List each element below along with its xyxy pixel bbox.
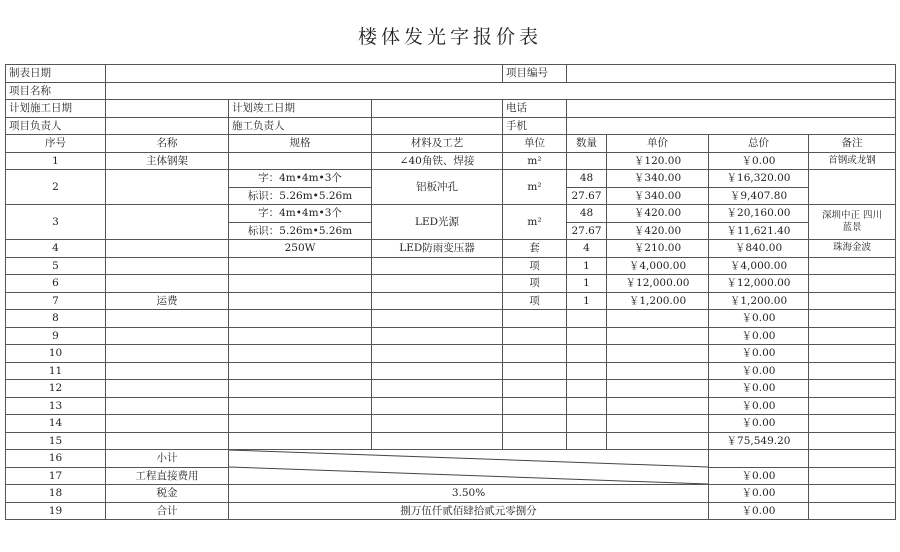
row-unit-price[interactable] <box>607 327 709 345</box>
row-total[interactable]: ￥20,160.00 <box>709 205 809 223</box>
grand-total-value[interactable]: ￥0.00 <box>709 502 809 520</box>
header-note: 备注 <box>809 135 896 153</box>
header-qty: 数量 <box>567 135 607 153</box>
row-spec[interactable] <box>229 152 372 170</box>
table-row <box>6 257 896 275</box>
table-row <box>6 415 896 433</box>
meta-row-dates <box>6 100 896 118</box>
row-unit[interactable]: 套 <box>503 240 567 258</box>
row-qty[interactable]: 1 <box>567 292 607 310</box>
row-note[interactable] <box>809 362 896 380</box>
manager-value[interactable] <box>106 117 229 135</box>
table-row <box>6 432 896 450</box>
row-spec[interactable] <box>229 362 372 380</box>
row-no: 14 <box>6 415 106 433</box>
row-note[interactable]: 珠海金波 <box>809 240 896 258</box>
row-unit[interactable]: 项 <box>503 292 567 310</box>
row-spec[interactable] <box>229 345 372 363</box>
row-unit-price[interactable] <box>607 432 709 450</box>
manager-label: 项目负责人 <box>6 117 106 135</box>
row-no: 15 <box>6 432 106 450</box>
tax-rate[interactable]: 3.50% <box>229 485 709 503</box>
row-name[interactable] <box>106 170 229 205</box>
header-unit-price: 单价 <box>607 135 709 153</box>
project-name-value[interactable] <box>106 82 896 100</box>
row-total[interactable]: ￥12,000.00 <box>709 275 809 293</box>
row-name[interactable] <box>106 257 229 275</box>
row-unit-price[interactable] <box>607 310 709 328</box>
row-total[interactable]: ￥1,200.00 <box>709 292 809 310</box>
subtotal-label: 小计 <box>106 450 229 468</box>
row-qty[interactable]: 27.67 <box>567 222 607 240</box>
row-note[interactable] <box>809 275 896 293</box>
table-row <box>6 292 896 310</box>
table-row <box>6 152 896 170</box>
row-note[interactable] <box>809 397 896 415</box>
row-unit[interactable] <box>503 397 567 415</box>
row-material[interactable] <box>372 275 503 293</box>
tax-total[interactable]: ￥0.00 <box>709 485 809 503</box>
row-no: 10 <box>6 345 106 363</box>
row-total[interactable]: ￥75,549.20 <box>709 432 809 450</box>
row-spec[interactable]: 字：4m•4m•3个 <box>229 170 372 188</box>
row-total[interactable]: ￥11,621.40 <box>709 222 809 240</box>
row-name[interactable] <box>106 362 229 380</box>
row-name[interactable] <box>106 345 229 363</box>
table-row <box>6 240 896 258</box>
row-material[interactable] <box>372 310 503 328</box>
row-unit[interactable] <box>503 310 567 328</box>
row-qty[interactable]: 1 <box>567 275 607 293</box>
row-unit-price[interactable]: ￥120.00 <box>607 152 709 170</box>
plan-end-label: 计划竣工日期 <box>229 100 372 118</box>
direct-cost-total[interactable]: ￥0.00 <box>709 467 809 485</box>
row-qty[interactable] <box>567 152 607 170</box>
row-qty[interactable] <box>567 415 607 433</box>
row-name[interactable] <box>106 380 229 398</box>
row-spec[interactable] <box>229 380 372 398</box>
row-note[interactable] <box>809 502 896 520</box>
header-material: 材料及工艺 <box>372 135 503 153</box>
date-value[interactable] <box>106 65 503 83</box>
row-material[interactable] <box>372 327 503 345</box>
row-unit-price[interactable]: ￥340.00 <box>607 187 709 205</box>
row-qty[interactable] <box>567 397 607 415</box>
row-qty[interactable]: 27.67 <box>567 187 607 205</box>
table-row <box>6 205 896 223</box>
row-no: 6 <box>6 275 106 293</box>
row-spec[interactable] <box>229 292 372 310</box>
header-name: 名称 <box>106 135 229 153</box>
row-spec[interactable]: 标识：5.26m•5.26m <box>229 187 372 205</box>
row-material[interactable]: LED光源 <box>372 205 503 240</box>
table-row <box>6 327 896 345</box>
table-row <box>6 275 896 293</box>
meta-row-project-name <box>6 82 896 100</box>
row-material[interactable] <box>372 380 503 398</box>
row-note[interactable] <box>809 450 896 468</box>
row-material[interactable]: 铝板冲孔 <box>372 170 503 205</box>
row-note[interactable] <box>809 485 896 503</box>
row-unit[interactable]: m² <box>503 205 567 240</box>
grand-total-label: 合计 <box>106 502 229 520</box>
row-unit[interactable]: 项 <box>503 275 567 293</box>
row-qty[interactable]: 48 <box>567 205 607 223</box>
row-note[interactable] <box>809 327 896 345</box>
row-note[interactable] <box>809 310 896 328</box>
row-spec[interactable]: 标识：5.26m•5.26m <box>229 222 372 240</box>
row-total[interactable]: ￥0.00 <box>709 397 809 415</box>
row-spec[interactable] <box>229 275 372 293</box>
row-total[interactable]: ￥0.00 <box>709 152 809 170</box>
row-note[interactable] <box>809 467 896 485</box>
row-no: 4 <box>6 240 106 258</box>
row-name[interactable] <box>106 240 229 258</box>
meta-row-date <box>6 65 896 83</box>
row-name[interactable] <box>106 205 229 240</box>
row-total[interactable]: ￥4,000.00 <box>709 257 809 275</box>
phone-value[interactable] <box>567 100 896 118</box>
row-material[interactable] <box>372 362 503 380</box>
row-unit-price[interactable] <box>607 380 709 398</box>
diagonal-blank-cell <box>229 450 709 485</box>
row-name[interactable] <box>106 327 229 345</box>
row-unit[interactable] <box>503 327 567 345</box>
row-no: 5 <box>6 257 106 275</box>
plan-start-label: 计划施工日期 <box>6 100 106 118</box>
row-total[interactable]: ￥0.00 <box>709 327 809 345</box>
row-unit-price[interactable] <box>607 345 709 363</box>
row-unit[interactable] <box>503 415 567 433</box>
row-material[interactable]: LED防雨变压器 <box>372 240 503 258</box>
row-name[interactable] <box>106 397 229 415</box>
row-no: 7 <box>6 292 106 310</box>
subtotal-row <box>6 450 896 468</box>
tax-label: 税金 <box>106 485 229 503</box>
row-unit-price[interactable] <box>607 415 709 433</box>
mobile-value[interactable] <box>567 117 896 135</box>
row-no: 13 <box>6 397 106 415</box>
row-material[interactable]: ∠40角铁、焊接 <box>372 152 503 170</box>
row-note[interactable] <box>809 170 896 205</box>
row-unit-price[interactable]: ￥4,000.00 <box>607 257 709 275</box>
row-qty[interactable] <box>567 310 607 328</box>
row-unit[interactable] <box>503 345 567 363</box>
header-row <box>6 135 896 153</box>
row-note[interactable]: 深圳中正 四川蓝景 <box>809 205 896 240</box>
row-name[interactable]: 主体钢架 <box>106 152 229 170</box>
meta-row-managers <box>6 117 896 135</box>
row-name[interactable] <box>106 415 229 433</box>
row-note[interactable] <box>809 345 896 363</box>
row-no: 11 <box>6 362 106 380</box>
row-qty[interactable]: 4 <box>567 240 607 258</box>
row-no: 19 <box>6 502 106 520</box>
row-unit-price[interactable]: ￥420.00 <box>607 205 709 223</box>
row-unit-price[interactable]: ￥210.00 <box>607 240 709 258</box>
subtotal-total[interactable] <box>709 450 809 468</box>
row-qty[interactable] <box>567 432 607 450</box>
row-unit-price[interactable] <box>607 362 709 380</box>
row-name[interactable] <box>106 310 229 328</box>
row-note[interactable] <box>809 257 896 275</box>
row-name[interactable] <box>106 432 229 450</box>
plan-start-value[interactable] <box>106 100 229 118</box>
row-qty[interactable] <box>567 362 607 380</box>
diagonal-lines <box>229 450 708 484</box>
row-qty[interactable] <box>567 345 607 363</box>
row-unit-price[interactable]: ￥12,000.00 <box>607 275 709 293</box>
row-note[interactable] <box>809 292 896 310</box>
row-total[interactable]: ￥16,320.00 <box>709 170 809 188</box>
row-spec[interactable] <box>229 397 372 415</box>
row-no: 2 <box>6 170 106 205</box>
row-total[interactable]: ￥0.00 <box>709 345 809 363</box>
phone-label: 电话 <box>503 100 567 118</box>
site-manager-label: 施工负责人 <box>229 117 372 135</box>
row-material[interactable] <box>372 292 503 310</box>
project-no-label: 项目编号 <box>503 65 567 83</box>
row-total[interactable]: ￥0.00 <box>709 310 809 328</box>
row-material[interactable] <box>372 345 503 363</box>
row-no: 8 <box>6 310 106 328</box>
row-unit[interactable] <box>503 362 567 380</box>
row-total[interactable]: ￥0.00 <box>709 362 809 380</box>
row-material[interactable] <box>372 415 503 433</box>
row-unit[interactable]: m² <box>503 152 567 170</box>
row-qty[interactable] <box>567 327 607 345</box>
row-unit-price[interactable]: ￥340.00 <box>607 170 709 188</box>
row-note[interactable] <box>809 380 896 398</box>
row-qty[interactable] <box>567 380 607 398</box>
row-unit-price[interactable]: ￥1,200.00 <box>607 292 709 310</box>
row-unit[interactable]: m² <box>503 170 567 205</box>
grand-total-row <box>6 502 896 520</box>
header-no: 序号 <box>6 135 106 153</box>
row-qty[interactable]: 1 <box>567 257 607 275</box>
table-row <box>6 310 896 328</box>
row-spec[interactable] <box>229 327 372 345</box>
site-manager-value[interactable] <box>372 117 503 135</box>
row-name[interactable]: 运费 <box>106 292 229 310</box>
mobile-label: 手机 <box>503 117 567 135</box>
date-label: 制表日期 <box>6 65 106 83</box>
row-unit-price[interactable]: ￥420.00 <box>607 222 709 240</box>
row-no: 3 <box>6 205 106 240</box>
table-row <box>6 345 896 363</box>
quote-table <box>5 64 896 520</box>
row-material[interactable] <box>372 397 503 415</box>
row-spec[interactable]: 字：4m•4m•3个 <box>229 205 372 223</box>
tax-row <box>6 485 896 503</box>
row-unit-price[interactable] <box>607 397 709 415</box>
project-name-label: 项目名称 <box>6 82 106 100</box>
row-no: 17 <box>6 467 106 485</box>
row-no: 1 <box>6 152 106 170</box>
table-row <box>6 362 896 380</box>
row-note[interactable]: 首钢或龙钢 <box>809 152 896 170</box>
row-no: 18 <box>6 485 106 503</box>
row-spec[interactable] <box>229 310 372 328</box>
row-material[interactable] <box>372 432 503 450</box>
direct-cost-label: 工程直接费用 <box>106 467 229 485</box>
row-name[interactable] <box>106 275 229 293</box>
project-no-value[interactable] <box>567 65 896 83</box>
row-total[interactable]: ￥9,407.80 <box>709 187 809 205</box>
row-total[interactable]: ￥0.00 <box>709 415 809 433</box>
table-row <box>6 380 896 398</box>
page-title: 楼体发光字报价表 <box>357 26 542 48</box>
row-material[interactable] <box>372 257 503 275</box>
row-spec[interactable] <box>229 432 372 450</box>
row-unit[interactable] <box>503 380 567 398</box>
row-no: 12 <box>6 380 106 398</box>
row-note[interactable] <box>809 432 896 450</box>
row-total[interactable]: ￥0.00 <box>709 380 809 398</box>
row-unit[interactable]: 项 <box>503 257 567 275</box>
row-spec[interactable]: 250W <box>229 240 372 258</box>
row-spec[interactable] <box>229 257 372 275</box>
header-spec: 规格 <box>229 135 372 153</box>
row-unit[interactable] <box>503 432 567 450</box>
row-no: 16 <box>6 450 106 468</box>
row-note[interactable] <box>809 415 896 433</box>
header-total: 总价 <box>709 135 809 153</box>
row-qty[interactable]: 48 <box>567 170 607 188</box>
plan-end-value[interactable] <box>372 100 503 118</box>
row-no: 9 <box>6 327 106 345</box>
table-row <box>6 397 896 415</box>
table-row <box>6 170 896 188</box>
row-spec[interactable] <box>229 415 372 433</box>
header-unit: 单位 <box>503 135 567 153</box>
amount-in-words[interactable]: 捌万伍仟贰佰肆拾贰元零捌分 <box>229 502 709 520</box>
row-total[interactable]: ￥840.00 <box>709 240 809 258</box>
